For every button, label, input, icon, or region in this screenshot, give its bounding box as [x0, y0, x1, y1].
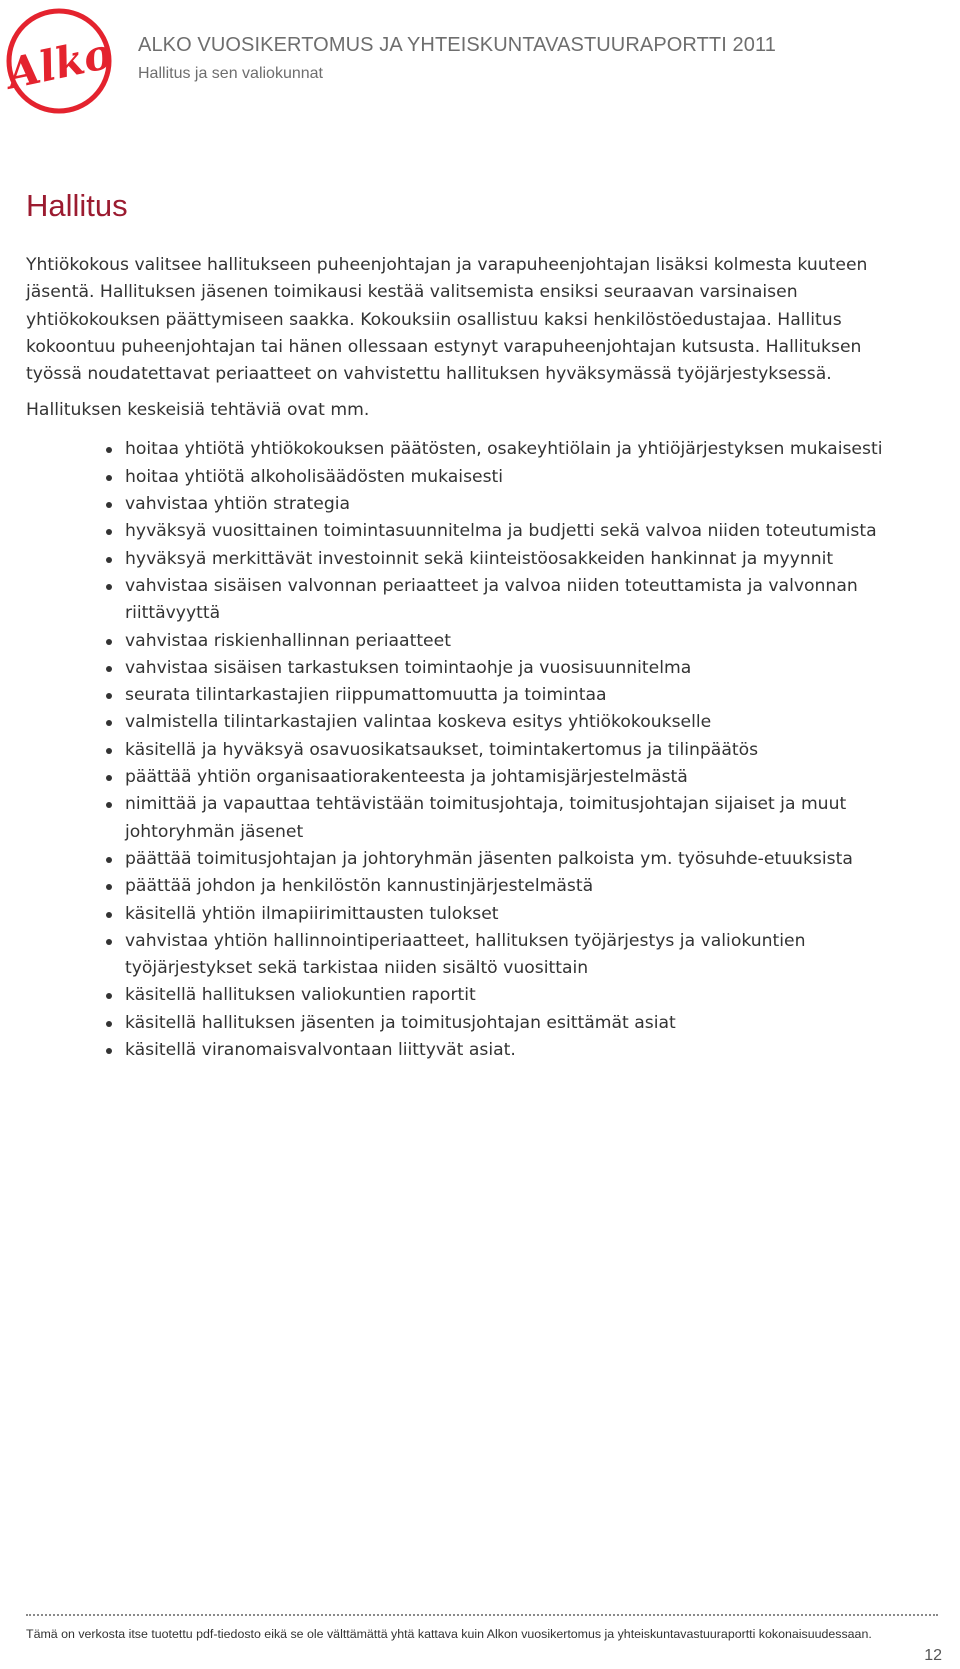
list-item: käsitellä yhtiön ilmapiirimittausten tulokset [99, 901, 910, 928]
list-item: päättää johdon ja henkilöstön kannustinjärjestelmästä [99, 873, 910, 900]
intro-paragraph [26, 252, 936, 388]
page-title: Hallitus [26, 188, 128, 223]
list-item: seurata tilintarkastajien riippumattomuutta ja toimintaa [99, 682, 910, 709]
main-content [26, 186, 936, 1064]
list-item: käsitellä hallituksen jäsenten ja toimitusjohtajan esittämät asiat [99, 1010, 910, 1037]
report-header [138, 33, 776, 84]
tasks-list [0, 436, 910, 1064]
intro-line: kokoontuu puheenjohtajan tai hänen ollessaan estynyt varapuheenjohtajan kutsusta. Hallituksen [26, 336, 862, 357]
list-item: hyväksyä vuosittainen toimintasuunnitelma ja budjetti sekä valvoa niiden toteutumista [99, 518, 910, 545]
alko-logo [4, 6, 114, 116]
list-item: nimittää ja vapauttaa tehtävistään toimitusjohtaja, toimitusjohtajan sijaiset ja muut johtoryhmän jäsenet [99, 791, 910, 846]
list-item: päättää toimitusjohtajan ja johtoryhmän jäsenten palkoista ym. työsuhde-etuuksista [99, 846, 910, 873]
list-item: vahvistaa yhtiön strategia [99, 491, 910, 518]
intro-line: Yhtiökokous valitsee hallitukseen puheenjohtajan ja varapuheenjohtajan lisäksi kolmesta kuuteen [26, 255, 868, 275]
list-item: käsitellä ja hyväksyä osavuosikatsaukset, toimintakertomus ja tilinpäätös [99, 737, 910, 764]
list-item: valmistella tilintarkastajien valintaa koskeva esitys yhtiökokoukselle [99, 709, 910, 736]
intro-line: työssä noudatettavat periaatteet on vahvistettu hallituksen hyväksymässä työjärjestyksessä. [26, 364, 832, 385]
list-item: vahvistaa sisäisen valvonnan periaatteet ja valvoa niiden toteuttamista ja valvonnan riittävyyttä [99, 573, 910, 628]
list-item: käsitellä viranomaisvalvontaan liittyvät asiat. [99, 1037, 910, 1064]
footer-disclaimer: Tämä on verkosta itse tuotettu pdf-tiedosto eikä se ole välttämättä yhtä kattava kuin Alkon vuosikertomus ja yhteiskuntavastuuraportti kokonaisuudessaan. [26, 1627, 872, 1641]
intro-line: yhtiökokouksen päättymiseen saakka. Kokouksiin osallistuu kaksi henkilöstöedustajaa. Hallitus [26, 309, 842, 330]
page-number: 12 [924, 1647, 942, 1664]
list-item: vahvistaa yhtiön hallinnointiperiaatteet, hallituksen työjärjestys ja valiokuntien työjärjestykset sekä tarkistaa niiden sisältö vuosittain [99, 928, 910, 983]
tasks-lead: Hallituksen keskeisiä tehtäviä ovat mm. [26, 400, 370, 421]
list-item: hoitaa yhtiötä alkoholisäädösten mukaisesti [99, 464, 910, 491]
list-item: vahvistaa riskienhallinnan periaatteet [99, 628, 910, 655]
report-subtitle: Hallitus ja sen valiokunnat [138, 65, 323, 82]
report-title: ALKO VUOSIKERTOMUS JA YHTEISKUNTAVASTUURAPORTTI 2011 [138, 34, 776, 56]
intro-line: jäsentä. Hallituksen jäsenen toimikausi kestää valitsemista ensiksi seuraavan varsinaisen [26, 282, 798, 303]
list-item: hyväksyä merkittävät investoinnit sekä kiinteistöosakkeiden hankinnat ja myynnit [99, 546, 910, 573]
logo-wordmark: Alko [4, 28, 114, 99]
list-item: päättää yhtiön organisaatiorakenteesta ja johtamisjärjestelmästä [99, 764, 910, 791]
list-item: vahvistaa sisäisen tarkastuksen toimintaohje ja vuosisuunnitelma [99, 655, 910, 682]
footer-divider [26, 1614, 938, 1616]
list-item: käsitellä hallituksen valiokuntien raportit [99, 982, 910, 1009]
list-item: hoitaa yhtiötä yhtiökokouksen päätösten, osakeyhtiölain ja yhtiöjärjestyksen mukaisesti [99, 436, 910, 463]
